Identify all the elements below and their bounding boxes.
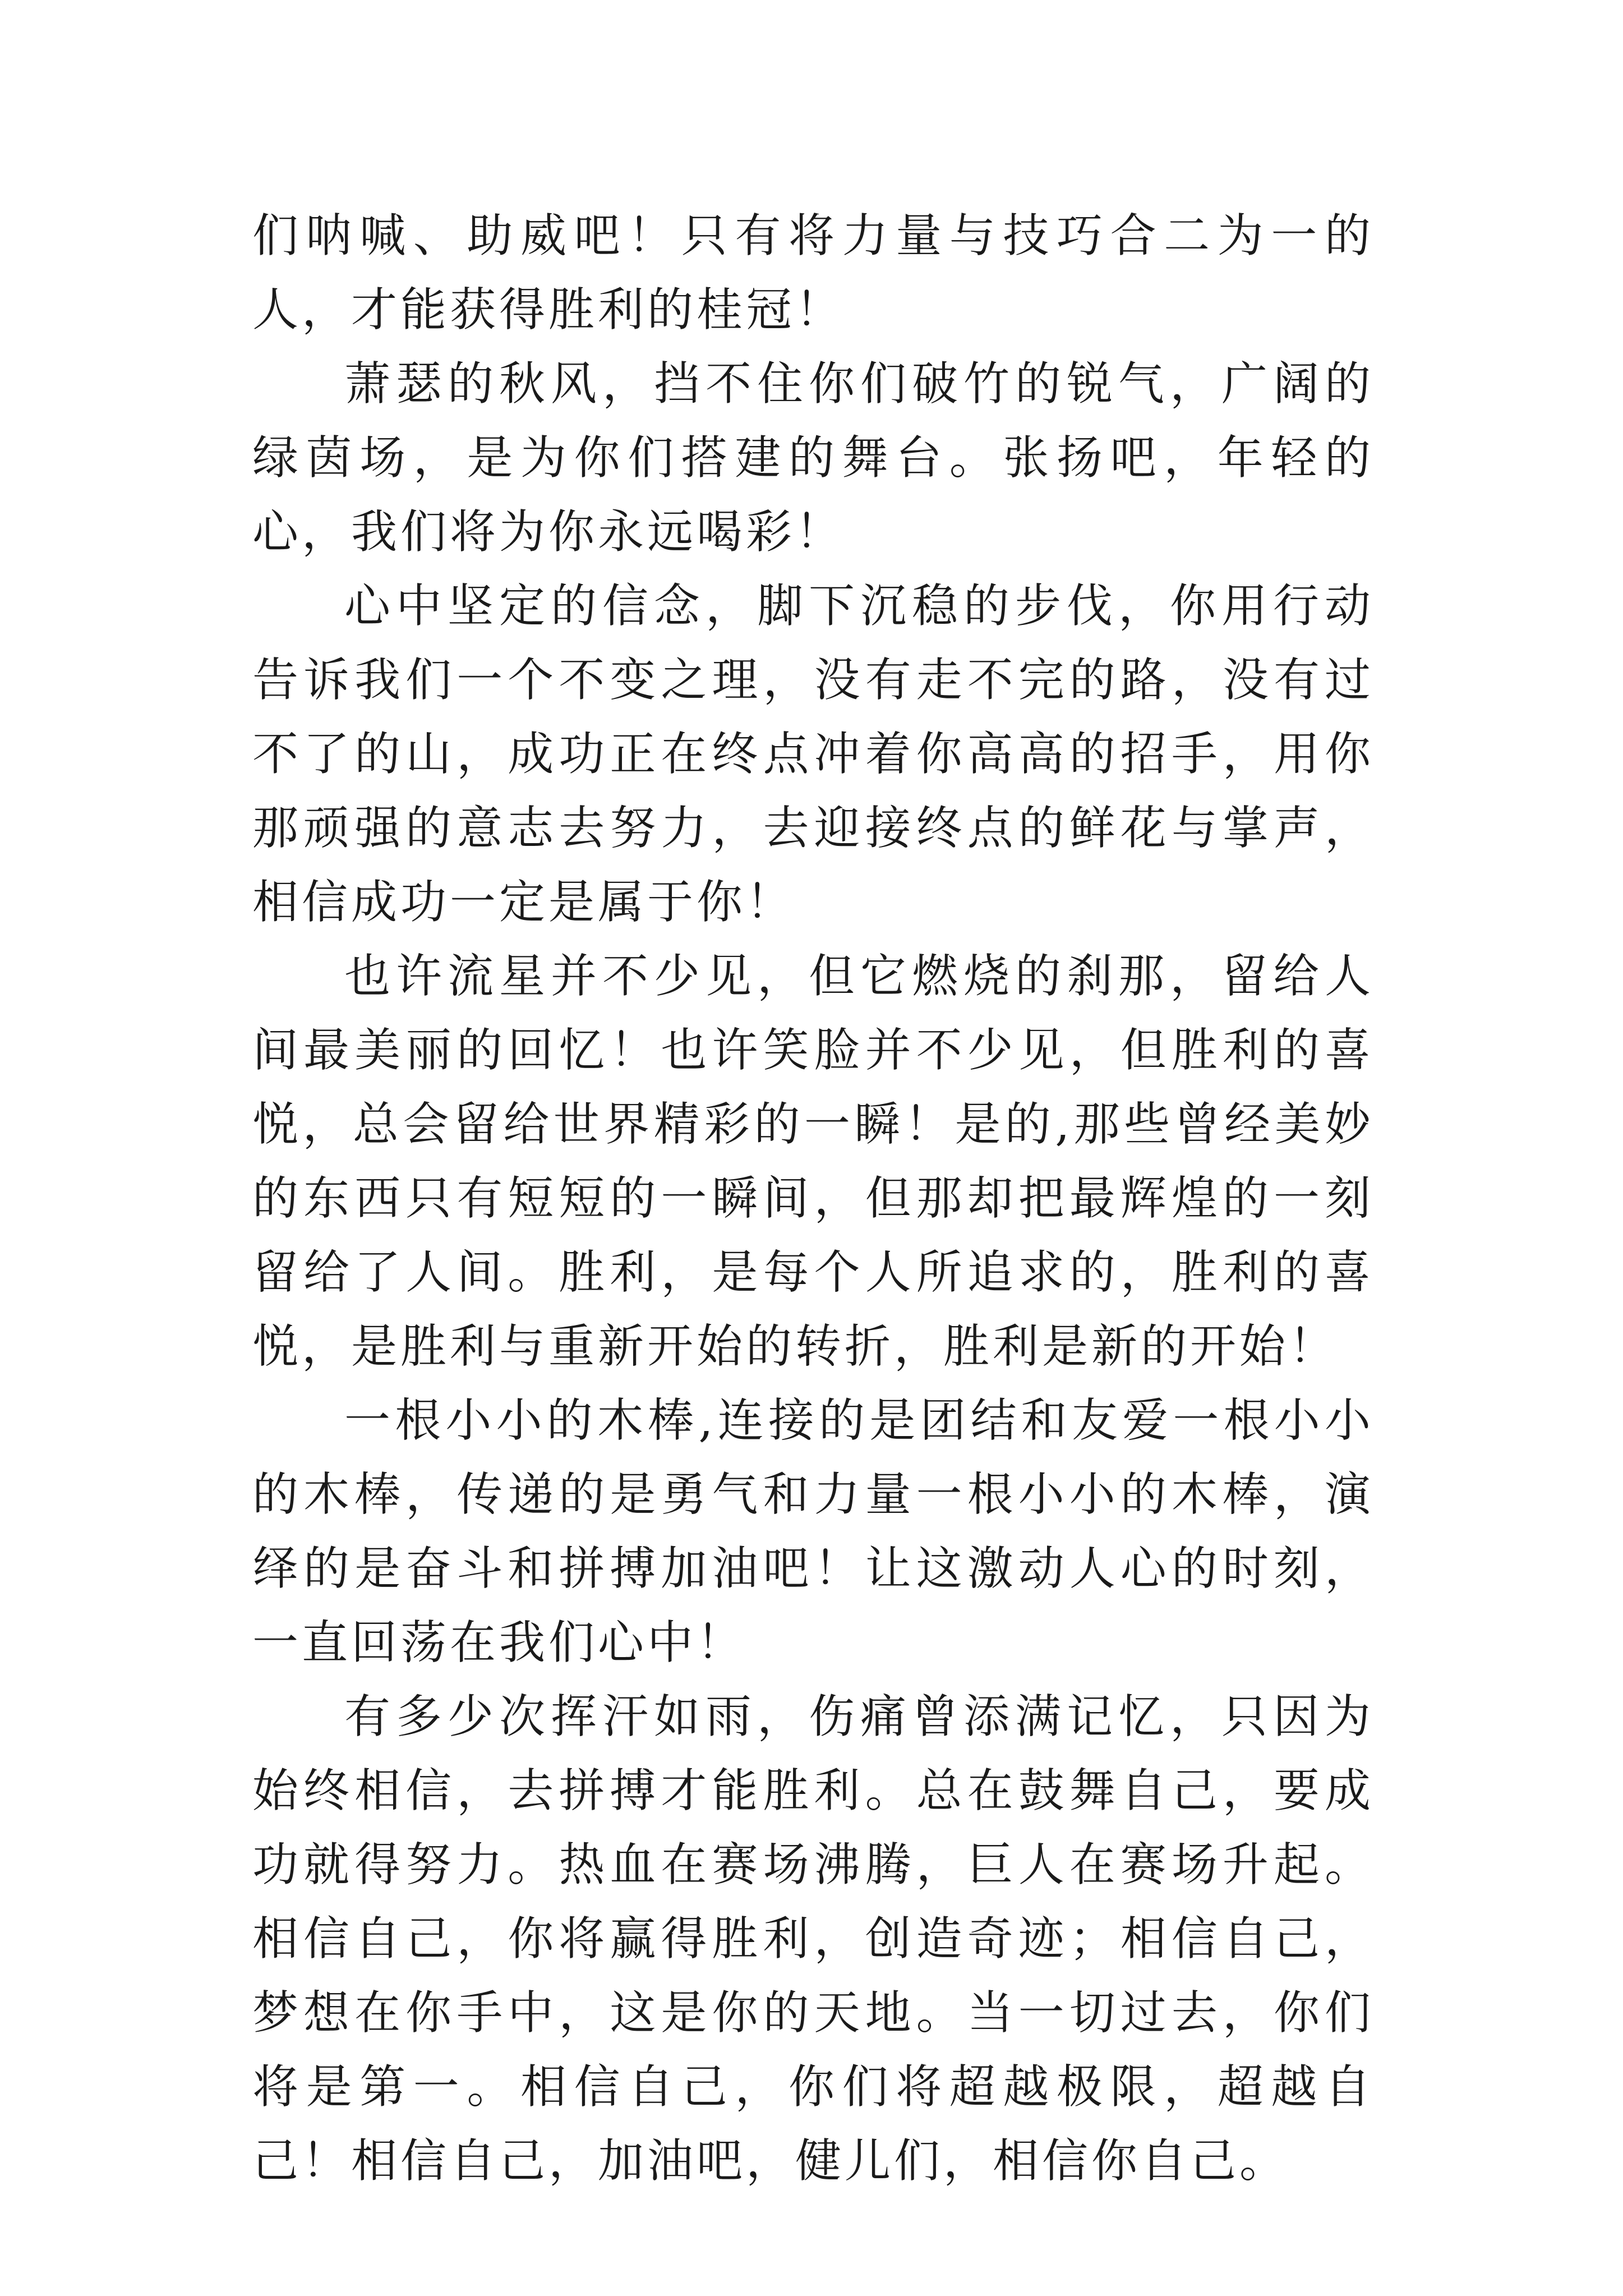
- paragraph-4: 也许流星并不少见，但它燃烧的刹那，留给人间最美丽的回忆！也许笑脸并不少见，但胜利的喜悦，总会留给世界精彩的一瞬！是的,那些曾经美妙的东西只有短短的一瞬间，但那却把最辉煌的一刻留给了人间。胜利，是每个人所追求的，胜利的喜悦，是胜利与重新开始的转折，胜利是新的开始！: [252, 950, 1374, 1373]
- paragraph-6: 有多少次挥汗如雨，伤痛曾添满记忆，只因为始终相信，去拼搏才能胜利。总在鼓舞自己，要成功就得努力。热血在赛场沸腾，巨人在赛场升起。相信自己，你将赢得胜利，创造奇迹；相信自己，梦想在你手中，这是你的天地。当一切过去，你们将是第一。相信自己，你们将超越极限，超越自己！相信自己，加油吧，健儿们，相信你自己。: [252, 1690, 1374, 2188]
- paragraph-3: 心中坚定的信念，脚下沉稳的步伐，你用行动告诉我们一个不变之理，没有走不完的路，没有过不了的山，成功正在终点冲着你高高的招手，用你那顽强的意志去努力，去迎接终点的鲜花与掌声，相信成功一定是属于你！: [252, 579, 1374, 929]
- document-body: [252, 199, 1374, 2198]
- paragraph-1: 们呐喊、助威吧！只有将力量与技巧合二为一的人，才能获得胜利的桂冠！: [252, 209, 1374, 337]
- paragraph-5: 一根小小的木棒,连接的是团结和友爱一根小小的木棒，传递的是勇气和力量一根小小的木棒，演绎的是奋斗和拼搏加油吧！让这激动人心的时刻，一直回荡在我们心中！: [252, 1394, 1374, 1669]
- paragraph-2: 萧瑟的秋风，挡不住你们破竹的锐气，广阔的绿茵场，是为你们搭建的舞台。张扬吧，年轻的心，我们将为你永远喝彩！: [252, 357, 1374, 559]
